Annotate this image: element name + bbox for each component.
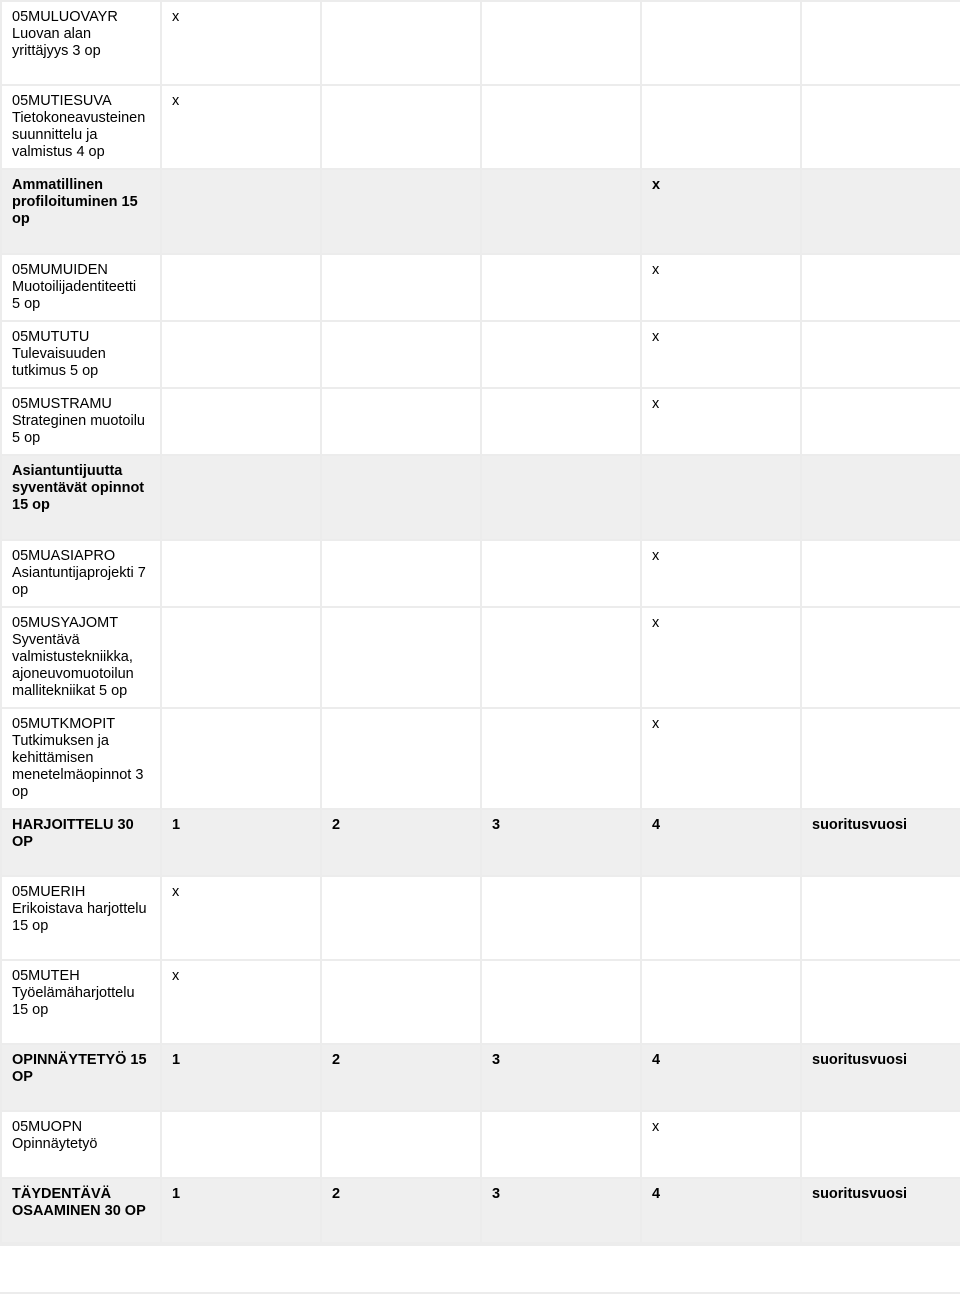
year-2-cell [321, 455, 481, 540]
year-2-cell [321, 960, 481, 1044]
section-header-row [1, 455, 960, 540]
year-4-cell [641, 708, 801, 809]
year-1-cell [161, 388, 321, 455]
year-4-mark: x [652, 396, 660, 412]
year-5-cell [801, 960, 960, 1044]
year-1-cell [161, 1111, 321, 1178]
section-title-cell [1, 169, 161, 254]
year-1-cell [161, 1, 321, 85]
year-5-mark: suoritusvuosi [812, 1052, 908, 1068]
course-name-cell [1, 540, 161, 607]
year-1-mark: x [172, 968, 180, 984]
year-4-cell [641, 169, 801, 254]
year-2-cell [321, 169, 481, 254]
year-1-cell [161, 455, 321, 540]
year-4-cell [641, 1044, 801, 1111]
year-1-cell [161, 540, 321, 607]
section-title: HARJOITTELU 30 OP [12, 817, 134, 850]
year-4-mark: x [652, 548, 660, 564]
year-3-mark: 3 [492, 1186, 501, 1202]
year-2-cell [321, 1, 481, 85]
year-5-cell [801, 809, 960, 876]
course-name: 05MUERIH Erikoistava harjottelu 15 op [12, 884, 147, 934]
course-row [1, 960, 960, 1044]
course-name-cell [1, 708, 161, 809]
year-3-cell [481, 455, 641, 540]
year-2-cell [321, 809, 481, 876]
course-name: 05MUTUTU Tulevaisuuden tutkimus 5 op [12, 329, 106, 379]
course-name-cell [1, 321, 161, 388]
year-4-cell [641, 540, 801, 607]
section-title-cell [1, 1178, 161, 1245]
year-4-cell [641, 388, 801, 455]
year-1-mark: x [172, 93, 180, 109]
section-title-cell [1, 1044, 161, 1111]
year-4-mark: x [652, 262, 660, 278]
year-3-cell [481, 1111, 641, 1178]
year-3-mark: 3 [492, 817, 501, 833]
year-4-mark: 4 [652, 1186, 661, 1202]
year-1-mark: 1 [172, 1052, 181, 1068]
course-name-cell [1, 388, 161, 455]
year-5-cell [801, 1, 960, 85]
section-title: OPINNÄYTETYÖ 15 OP [12, 1052, 147, 1085]
year-4-cell [641, 809, 801, 876]
year-3-cell [481, 254, 641, 321]
course-name: 05MUSYAJOMT Syventävä valmistustekniikka, ajoneuvomuotoilun mallitekniikat 5 op [12, 615, 134, 699]
year-5-mark: suoritusvuosi [812, 1186, 908, 1202]
section-header-row [1, 1044, 960, 1111]
section-header-row [1, 1178, 960, 1245]
year-2-mark: 2 [332, 1186, 341, 1202]
year-2-cell [321, 607, 481, 708]
course-name: 05MUOPN Opinnäytetyö [12, 1119, 98, 1152]
year-5-cell [801, 1111, 960, 1178]
course-name: 05MULUOVAYR Luovan alan yrittäjyys 3 op [12, 9, 118, 59]
year-4-cell [641, 85, 801, 169]
year-4-mark: 4 [652, 817, 661, 833]
year-5-cell [801, 540, 960, 607]
year-4-cell [641, 960, 801, 1044]
year-3-cell [481, 708, 641, 809]
year-2-cell [321, 321, 481, 388]
year-3-cell [481, 1178, 641, 1245]
year-3-cell [481, 607, 641, 708]
course-row [1, 876, 960, 960]
year-1-cell [161, 254, 321, 321]
year-2-mark: 2 [332, 817, 341, 833]
course-name: 05MUASIAPRO Asiantuntijaprojekti 7 op [12, 548, 146, 598]
year-3-cell [481, 388, 641, 455]
course-row [1, 708, 960, 809]
year-4-cell [641, 254, 801, 321]
year-2-cell [321, 1044, 481, 1111]
course-name-cell [1, 1111, 161, 1178]
year-1-cell [161, 1178, 321, 1245]
course-name: 05MUTKMOPIT Tutkimuksen ja kehittämisen menetelmäopinnot 3 op [12, 716, 144, 800]
year-4-mark: x [652, 177, 661, 193]
year-1-cell [161, 85, 321, 169]
year-4-mark: 4 [652, 1052, 661, 1068]
year-5-cell [801, 455, 960, 540]
course-name-cell [1, 607, 161, 708]
course-name-cell [1, 254, 161, 321]
year-5-cell [801, 708, 960, 809]
course-name-cell [1, 1, 161, 85]
year-2-cell [321, 708, 481, 809]
year-5-cell [801, 388, 960, 455]
year-1-cell [161, 1044, 321, 1111]
year-3-cell [481, 169, 641, 254]
year-5-cell [801, 876, 960, 960]
year-3-mark: 3 [492, 1052, 501, 1068]
year-1-cell [161, 321, 321, 388]
year-4-cell [641, 876, 801, 960]
year-3-cell [481, 876, 641, 960]
year-2-cell [321, 254, 481, 321]
year-2-cell [321, 1178, 481, 1245]
year-4-cell [641, 1178, 801, 1245]
course-row [1, 254, 960, 321]
year-3-cell [481, 85, 641, 169]
year-4-mark: x [652, 615, 660, 631]
year-2-cell [321, 540, 481, 607]
year-4-cell [641, 1111, 801, 1178]
course-row [1, 1111, 960, 1178]
year-1-cell [161, 876, 321, 960]
year-3-cell [481, 809, 641, 876]
year-3-cell [481, 540, 641, 607]
section-title: Ammatillinen profiloituminen 15 op [12, 177, 138, 227]
year-4-mark: x [652, 329, 660, 345]
course-name-cell [1, 85, 161, 169]
course-row [1, 540, 960, 607]
year-5-cell [801, 1044, 960, 1111]
year-4-cell [641, 455, 801, 540]
year-2-cell [321, 1111, 481, 1178]
section-title-cell [1, 455, 161, 540]
year-4-cell [641, 321, 801, 388]
year-1-cell [161, 809, 321, 876]
year-4-cell [641, 607, 801, 708]
year-1-mark: 1 [172, 817, 181, 833]
year-5-cell [801, 607, 960, 708]
course-name: 05MUSTRAMU Strateginen muotoilu 5 op [12, 396, 145, 446]
course-row [1, 85, 960, 169]
section-header-row [1, 809, 960, 876]
year-4-mark: x [652, 1119, 660, 1135]
course-name: 05MUTEH Työelämäharjottelu 15 op [12, 968, 135, 1018]
year-1-mark: x [172, 884, 180, 900]
year-2-cell [321, 876, 481, 960]
section-header-row [1, 169, 960, 254]
year-1-cell [161, 607, 321, 708]
course-row [1, 1, 960, 85]
year-1-mark: 1 [172, 1186, 181, 1202]
table-bottom-strip [0, 1242, 960, 1294]
year-5-cell [801, 1178, 960, 1245]
year-1-cell [161, 169, 321, 254]
course-row [1, 321, 960, 388]
year-3-cell [481, 1044, 641, 1111]
section-title-cell [1, 809, 161, 876]
year-5-cell [801, 169, 960, 254]
section-title: Asiantuntijuutta syventävät opinnot 15 op [12, 463, 145, 513]
year-1-cell [161, 960, 321, 1044]
year-5-cell [801, 85, 960, 169]
year-2-mark: 2 [332, 1052, 341, 1068]
year-1-cell [161, 708, 321, 809]
year-4-mark: x [652, 716, 660, 732]
year-5-cell [801, 254, 960, 321]
course-name-cell [1, 876, 161, 960]
year-3-cell [481, 1, 641, 85]
year-1-mark: x [172, 9, 180, 25]
course-name-cell [1, 960, 161, 1044]
section-title: TÄYDENTÄVÄ OSAAMINEN 30 OP [12, 1186, 146, 1219]
year-2-cell [321, 85, 481, 169]
year-2-cell [321, 388, 481, 455]
course-name: 05MUMUIDEN Muotoilijadentiteetti 5 op [12, 262, 137, 312]
year-4-cell [641, 1, 801, 85]
course-row [1, 388, 960, 455]
year-5-mark: suoritusvuosi [812, 817, 908, 833]
course-name: 05MUTIESUVA Tietokoneavusteinen suunnittelu ja valmistus 4 op [12, 93, 146, 160]
year-3-cell [481, 960, 641, 1044]
course-row [1, 607, 960, 708]
curriculum-table-body [1, 1, 960, 1245]
year-5-cell [801, 321, 960, 388]
year-3-cell [481, 321, 641, 388]
